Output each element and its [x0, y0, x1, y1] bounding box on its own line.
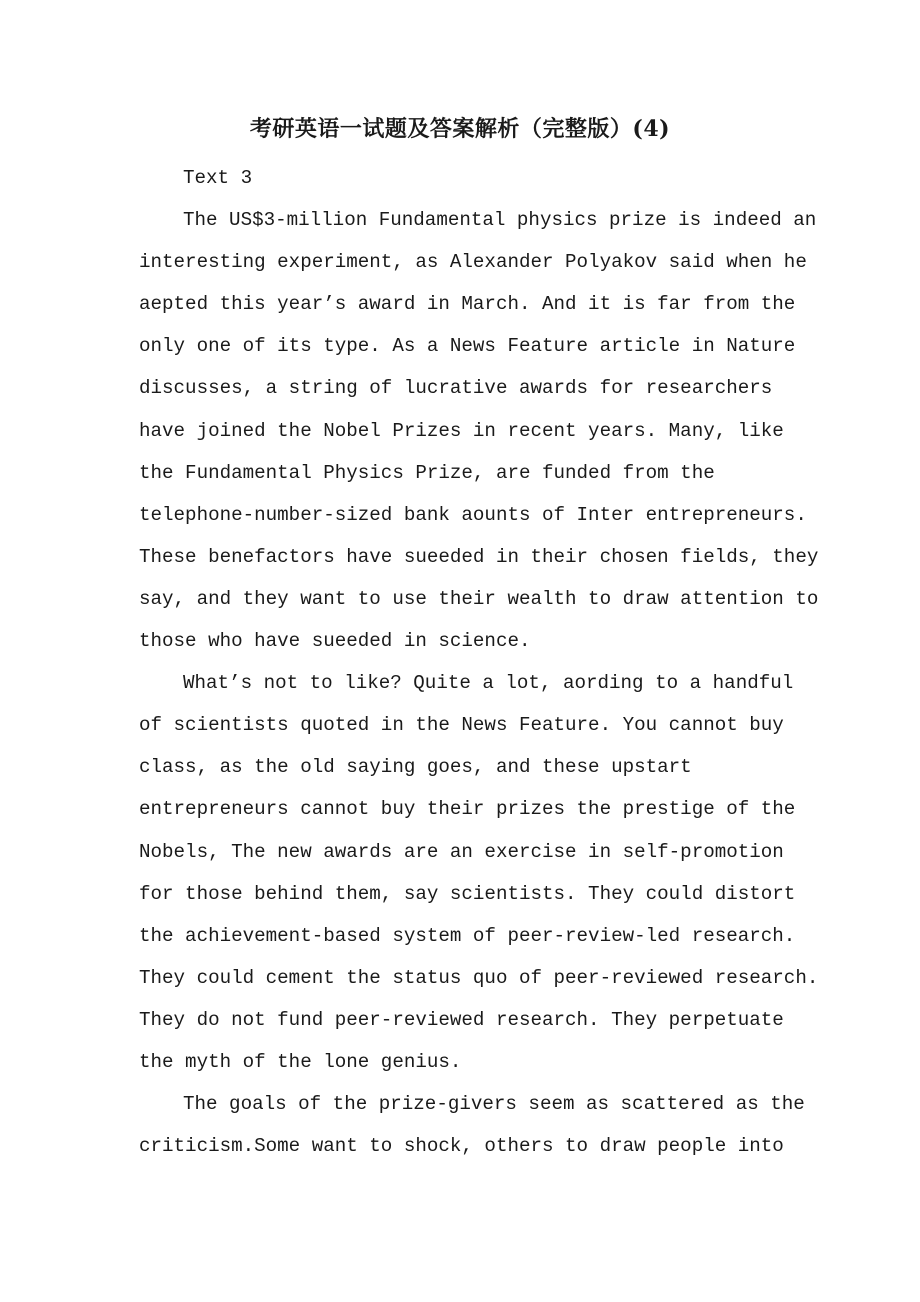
paragraph-2	[139, 662, 819, 1083]
paragraph-line: have joined the Nobel Prizes in recent years. Many, like	[139, 419, 784, 442]
paragraph-line: say, and they want to use their wealth to draw attention to	[139, 587, 819, 610]
paragraph-line: entrepreneurs cannot buy their prizes the prestige of the	[139, 798, 796, 821]
paragraph-line: The US$3-million Fundamental physics prize is indeed an	[183, 209, 817, 232]
paragraph-line: only one of its type. As a News Feature article in Nature	[139, 335, 796, 358]
article-body	[139, 157, 819, 1167]
paragraph-line: those who have sueeded in science.	[139, 630, 531, 653]
paragraph-line: These benefactors have sueeded in their chosen fields, they	[139, 545, 819, 568]
paragraph-line: The goals of the prize-givers seem as scattered as the	[183, 1093, 805, 1116]
paragraph-line: aepted this year’s award in March. And it is far from the	[139, 293, 796, 316]
paragraph-line: telephone-number-sized bank aounts of Inter entrepreneurs.	[139, 503, 807, 526]
paragraph-line: the myth of the lone genius.	[139, 1050, 462, 1073]
paragraph-line: They could cement the status quo of peer-reviewed research.	[139, 966, 819, 989]
paragraph-line: discusses, a string of lucrative awards for researchers	[139, 377, 773, 400]
paragraph-line: They do not fund peer-reviewed research. They perpetuate	[139, 1008, 784, 1031]
section-heading: Text 3	[183, 167, 253, 189]
paragraph-line: for those behind them, say scientists. They could distort	[139, 882, 796, 905]
paragraph-1	[139, 199, 819, 662]
paragraph-line: the achievement-based system of peer-review-led research.	[139, 924, 796, 947]
paragraph-line: criticism.Some want to shock, others to draw people into	[139, 1135, 784, 1158]
paragraph-3	[139, 1083, 805, 1167]
paragraph-line: What’s not to like? Quite a lot, aording to a handful	[183, 672, 794, 695]
page-title: 考研英语一试题及答案解析（完整版）(4)	[249, 116, 671, 142]
paragraph-line: Nobels, The new awards are an exercise in self-promotion	[139, 840, 784, 863]
paragraph-line: of scientists quoted in the News Feature. You cannot buy	[139, 714, 784, 737]
paragraph-line: the Fundamental Physics Prize, are funded from the	[139, 461, 715, 484]
paragraph-line: class, as the old saying goes, and these upstart	[139, 756, 692, 779]
paragraph-line: interesting experiment, as Alexander Polyakov said when he	[139, 251, 807, 274]
